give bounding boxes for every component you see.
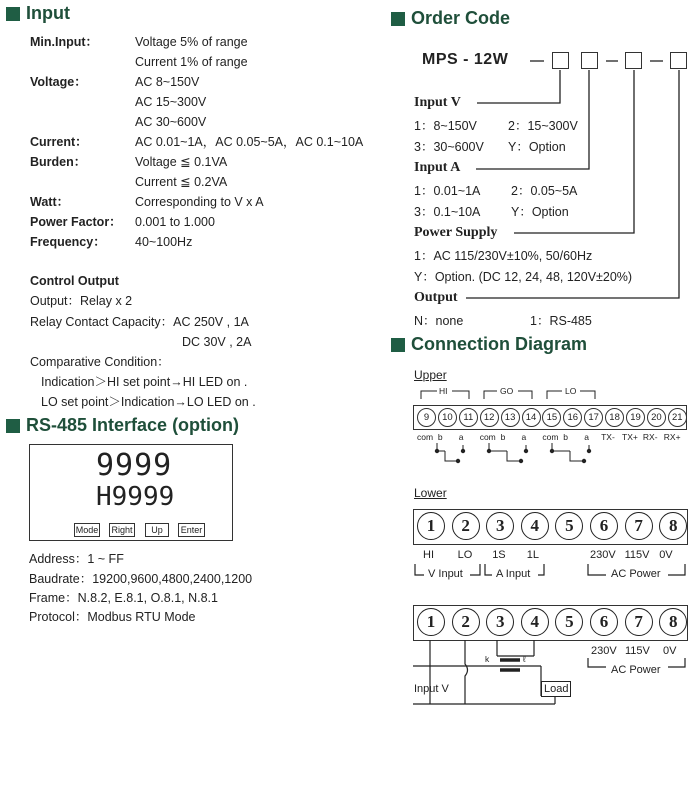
ct-mark-l: ℓ [523,654,526,664]
output-label: Output [414,290,458,305]
rs485-protocol: Protocol：Modbus RTU Mode [29,610,196,624]
upper-wiring [0,385,700,475]
upper-terminal: 17 [584,408,603,427]
group-go: GO [500,386,514,396]
upper-terminal: 11 [459,408,478,427]
right-button[interactable]: Right [109,523,135,537]
a-input-label: A Input [496,568,531,580]
upper-terminal: 9 [417,408,436,427]
a-option-y: Y：Option [511,205,569,219]
wiring-ac-power: AC Power [611,664,661,676]
upper-terminal: 21 [668,408,687,427]
order-code-heading: Order Code [391,8,510,29]
lower-terminal-label: 230V [590,549,616,561]
mode-button[interactable]: Mode [75,525,99,535]
lower-terminal: 7 [625,512,653,540]
power-option-y: Y：Option. (DC 12, 24, 48, 120V±20%) [414,270,633,284]
lower-terminal-label: 0V [659,549,673,561]
upper-label: Upper [414,368,447,382]
upper-terminal-label: RX+ [663,432,681,442]
upper-terminal: 14 [522,408,541,427]
lower-terminal: 3 [486,512,514,540]
upper-terminal: 10 [438,408,457,427]
upper-terminal: 16 [563,408,582,427]
input-spec-value: AC 15~300V [135,95,207,109]
upper-terminal-label: a [521,432,527,442]
model-code: MPS - 12W [422,51,509,68]
upper-terminal-label: RX- [642,432,658,442]
wiring-terminal: 6 [590,608,618,636]
input-spec-value: AC 0.01~1A，AC 0.05~5A，AC 0.1~10A [135,135,364,149]
display-bottom: H9999 [96,482,175,512]
upper-terminal: 19 [626,408,645,427]
lower-terminal: 4 [521,512,549,540]
upper-terminal: 13 [501,408,520,427]
upper-terminal: 18 [605,408,624,427]
upper-terminal: 12 [480,408,499,427]
input-v-label: Input V [414,95,461,110]
a-option-2: 2：0.05~5A [511,184,578,198]
input-spec-value: AC 8~150V [135,75,200,89]
lower-label: Lower [414,486,447,500]
code-box-v [552,52,569,69]
input-spec-label: Current： [30,135,88,149]
code-box-a [581,52,598,69]
upper-terminal-label: com [479,432,496,442]
upper-terminal-label: b [500,432,506,442]
lower-terminal: 5 [555,512,583,540]
v-input-label: V Input [428,568,463,580]
wiring-terminal-strip [413,605,688,641]
group-lo: LO [565,386,577,396]
lower-terminal-label: LO [457,549,473,561]
upper-terminal-label: a [584,432,589,442]
lower-terminal-label: 1S [492,549,506,561]
display-top: 9999 [96,448,173,483]
input-spec-value: 0.001 to 1.000 [135,215,215,229]
upper-terminal-label: b [437,432,443,442]
wiring-230v: 230V [591,645,617,657]
lower-terminal: 6 [590,512,618,540]
lower-terminal-label: HI [423,549,434,561]
connection-heading: Connection Diagram [391,334,587,355]
wiring-terminal: 8 [659,608,687,636]
a-option-1: 1：0.01~1A [414,184,481,198]
code-box-output [670,52,687,69]
wiring-terminal: 5 [555,608,583,636]
input-spec-label: Burden： [30,155,87,169]
v-option-3: 3：30~600V [414,140,484,154]
input-spec-value: Voltage ≦ 0.1VA [135,155,228,169]
rs485-baudrate: Baudrate：19200,9600,4800,2400,1200 [29,572,253,586]
wiring-terminal: 2 [452,608,480,636]
upper-terminal-label: a [458,432,464,442]
order-code-lines [0,0,700,310]
wiring-input-v: Input V [414,683,449,695]
input-spec-label: Watt： [30,195,70,209]
load-box: Load [541,681,571,697]
lower-terminal-strip [413,509,688,545]
rs485-address: Address：1 ~ FF [29,552,124,566]
input-spec-value: AC 30~600V [135,115,207,129]
lower-terminal: 1 [417,512,445,540]
wiring-terminal: 7 [625,608,653,636]
enter-button[interactable]: Enter [178,523,205,537]
lower-terminal: 2 [452,512,480,540]
upper-terminal-label: com [542,432,559,442]
wiring-115v: 115V [625,645,650,657]
power-option-1: 1：AC 115/230V±10%, 50/60Hz [414,249,593,263]
upper-terminal: 20 [647,408,666,427]
output-option-n: N：none [414,314,464,328]
input-spec-value: Corresponding to V x A [135,195,264,209]
wiring-terminal: 1 [417,608,445,636]
group-hi: HI [439,386,448,396]
input-spec-label: Min.Input： [30,35,99,49]
upper-terminal-label: TX- [601,432,615,442]
wiring-0v: 0V [663,645,677,657]
input-a-label: Input A [414,160,461,175]
input-spec-label: Voltage： [30,75,87,89]
input-spec-label: Power Factor： [30,215,122,229]
relay-capacity-1: Relay Contact Capacity：AC 250V , 1A [30,315,249,329]
upper-terminal-label: com [417,432,434,442]
output-option-1: 1：RS-485 [530,314,592,328]
lower-brackets [0,560,700,585]
wiring-terminal: 4 [521,608,549,636]
indication-hi: Indication＞HI set point→HI LED on . [41,375,248,389]
lower-terminal: 8 [659,512,687,540]
comparative-condition: Comparative Condition： [30,355,170,369]
input-spec-value: 40~100Hz [135,235,193,249]
control-output-title: Control Output [30,274,119,288]
v-option-y: Y：Option [508,140,566,154]
input-spec-value: Current ≦ 0.2VA [135,175,228,189]
rs485-frame: Frame：N.8.2, E.8.1, O.8.1, N.8.1 [29,591,218,605]
ct-mark-k: k [485,654,490,664]
power-supply-label: Power Supply [414,225,498,240]
rs485-heading: RS-485 Interface (option) [6,415,239,436]
control-output-line: Output：Relay x 2 [30,294,133,308]
upper-terminal-label: b [563,432,569,442]
input-spec-label: Frequency： [30,235,106,249]
ac-power-label: AC Power [611,568,661,580]
lower-terminal-label: 115V [624,549,650,561]
wiring-terminal: 3 [486,608,514,636]
input-heading: Input [6,3,70,24]
heading-square-icon [391,338,405,352]
upper-terminal-label: TX+ [622,432,638,442]
input-spec-value: Current 1% of range [135,55,248,69]
a-option-3: 3：0.1~10A [414,205,481,219]
v-option-2: 2：15~300V [508,119,578,133]
wiring-ac-bracket [0,655,700,675]
lower-terminal-label: 1L [526,549,540,561]
relay-capacity-2: DC 30V , 2A [182,335,252,349]
code-box-power [625,52,642,69]
upper-terminal: 15 [542,408,561,427]
indication-lo: LO set point＞Indication→LO LED on . [41,395,256,409]
v-option-1: 1：8~150V [414,119,477,133]
up-button[interactable]: Up [145,523,169,537]
input-spec-value: Voltage 5% of range [135,35,248,49]
